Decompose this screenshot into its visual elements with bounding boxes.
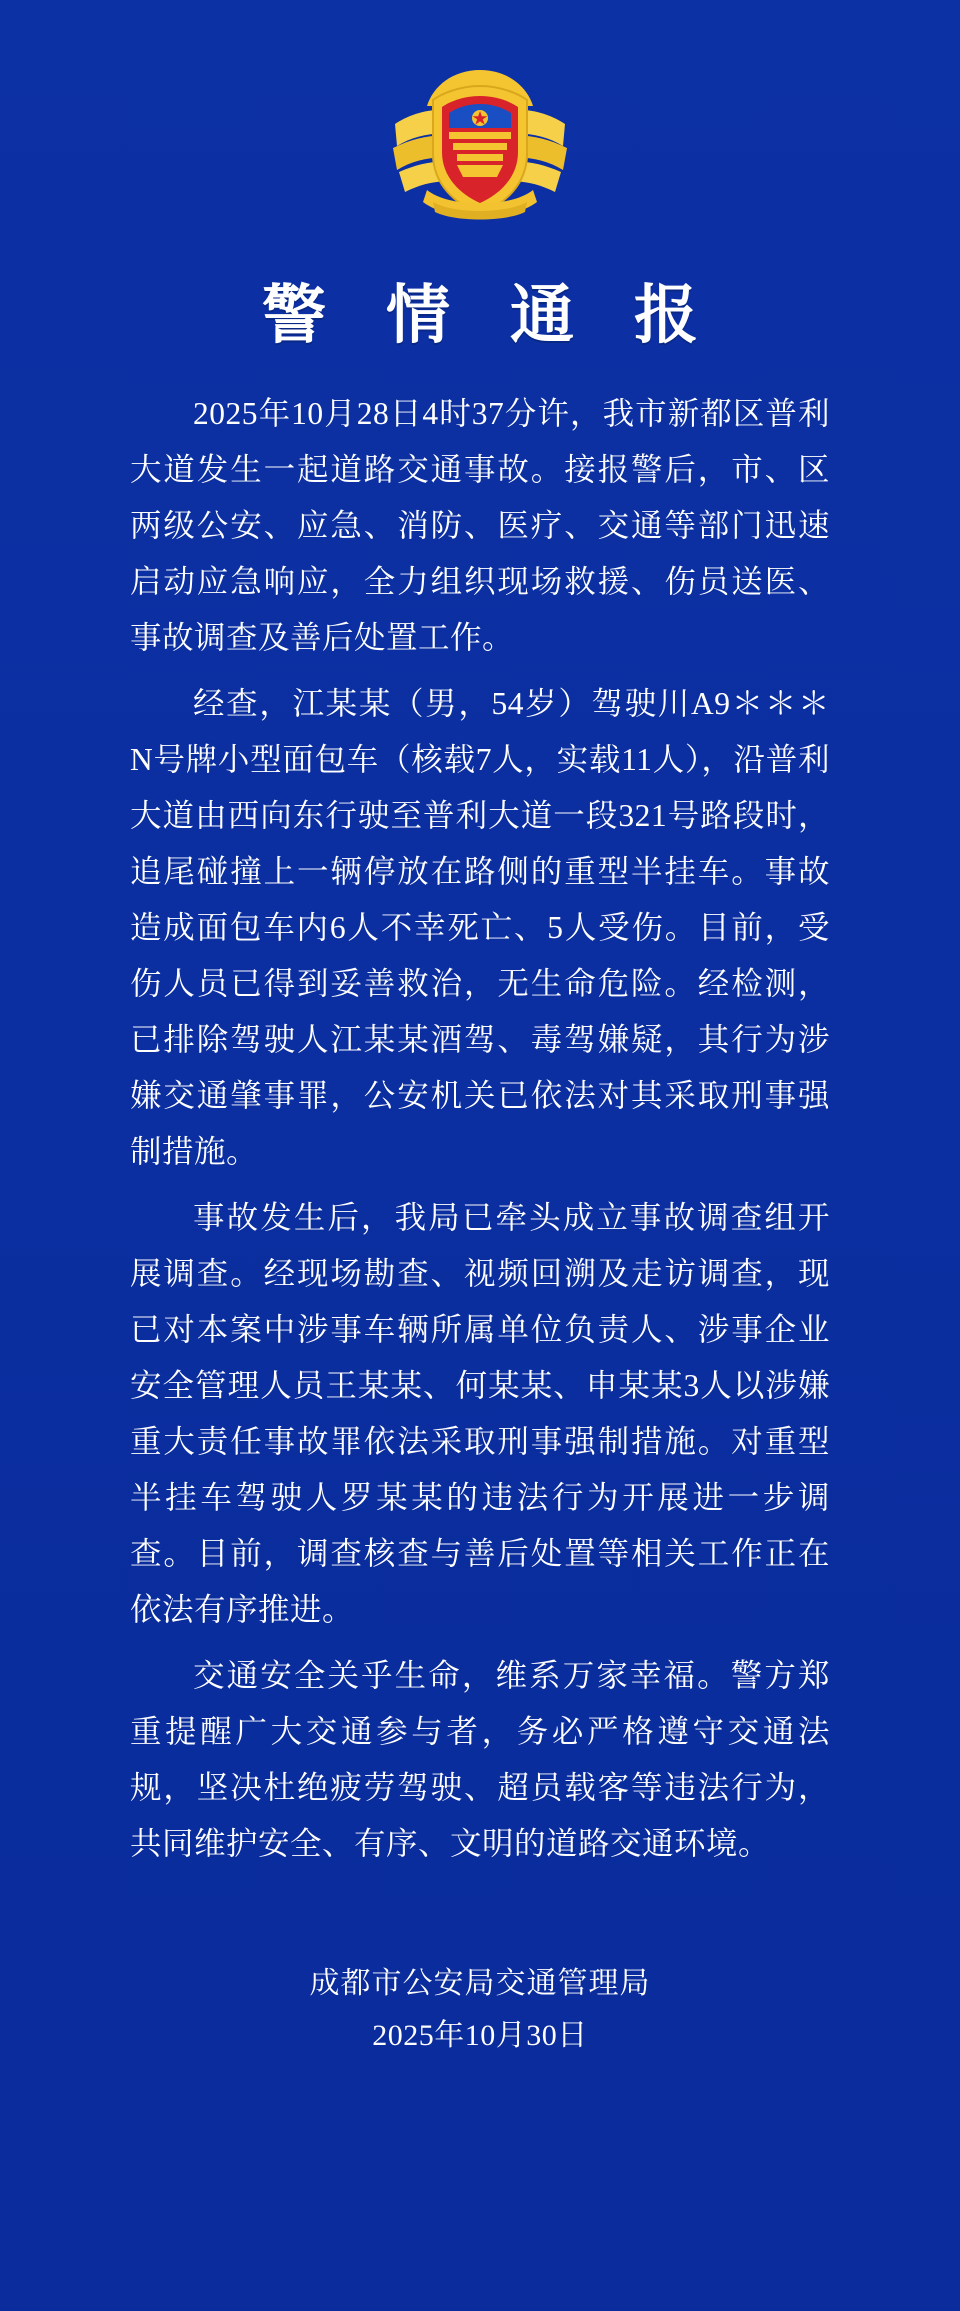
paragraph: 经查，江某某（男，54岁）驾驶川A9＊＊＊N号牌小型面包车（核载7人，实载11人），沿普利大道由西向东行驶至普利大道一段321号路段时，追尾碰撞上一辆停放在路侧的重型半挂车。事故造成面包车内6人不幸死亡、5人受伤。目前，受伤人员已得到妥善救治，无生命危险。经检测，已排除驾驶人江某某酒驾、毒驾嫌疑，其行为涉嫌交通肇事罪，公安机关已依法对其采取刑事强制措施。 xyxy=(130,686,830,1169)
emblem-container xyxy=(0,0,960,230)
bottom-spacer xyxy=(0,2062,960,2182)
signature-block xyxy=(130,1958,830,2062)
issue-date: 2025年10月30日 xyxy=(372,2019,588,2052)
notice-body xyxy=(130,386,830,1872)
paragraph: 2025年10月28日4时37分许，我市新都区普利大道发生一起道路交通事故。接报警后，市、区两级公安、应急、消防、医疗、交通等部门迅速启动应急响应，全力组织现场救援、伤员送医、事故调查及善后处置工作。 xyxy=(130,396,830,655)
paragraph: 交通安全关乎生命，维系万家幸福。警方郑重提醒广大交通参与者，务必严格遵守交通法规，坚决杜绝疲劳驾驶、超员载客等违法行为，共同维护安全、有序、文明的道路交通环境。 xyxy=(130,1658,830,1861)
china-police-badge-emblem xyxy=(387,62,573,230)
issuing-organization: 成都市公安局交通管理局 xyxy=(309,1967,651,2000)
paragraph: 事故发生后，我局已牵头成立事故调查组开展调查。经现场勘查、视频回溯及走访调查，现已对本案中涉事车辆所属单位负责人、涉事企业安全管理人员王某某、何某某、申某某3人以涉嫌重大责任事故罪依法采取刑事强制措施。对重型半挂车驾驶人罗某某的违法行为开展进一步调查。目前，调查核查与善后处置等相关工作正在依法有序推进。 xyxy=(130,1200,830,1627)
page-title: 警 情 通 报 xyxy=(262,280,720,351)
